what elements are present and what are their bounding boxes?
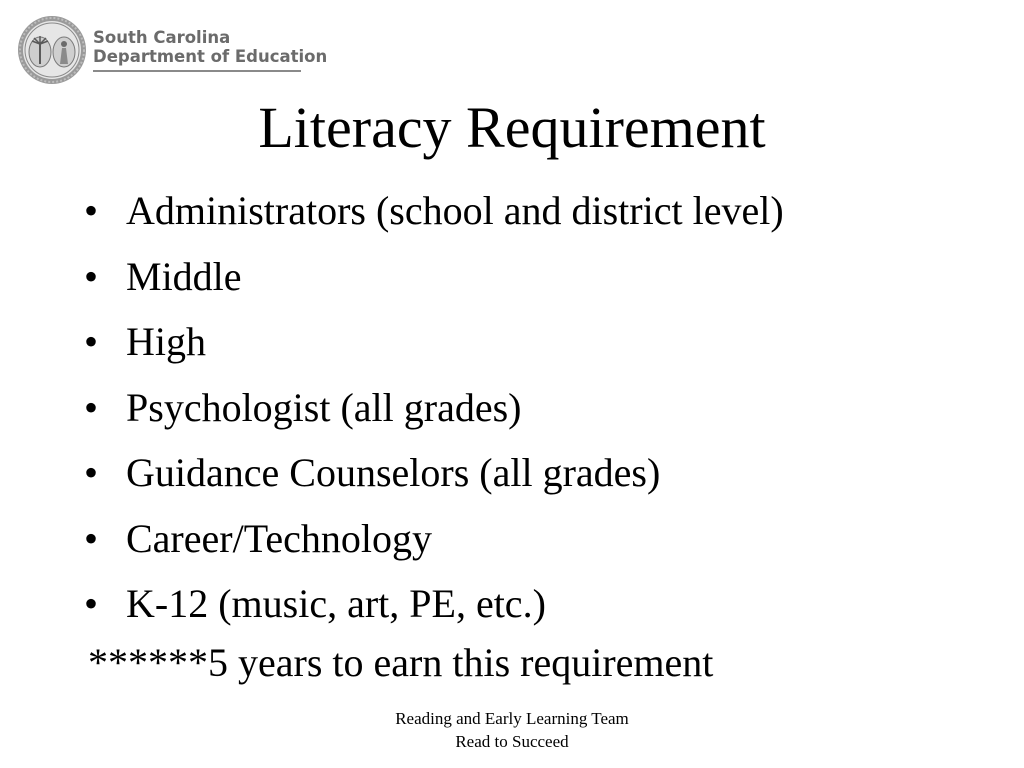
logo-underline <box>93 70 301 72</box>
bullet-text: Middle <box>126 253 242 299</box>
bullet-text: Guidance Counselors (all grades) <box>126 450 661 495</box>
bullet-text: Psychologist (all grades) <box>126 384 522 430</box>
requirement-note: ******5 years to earn this requirement <box>88 640 714 685</box>
logo-line-state: South Carolina <box>93 28 231 47</box>
bullet-item-psychologist <box>84 375 784 441</box>
bullet-item-middle <box>84 244 784 310</box>
sc-state-seal-icon <box>16 14 88 86</box>
footer-team-name: Reading and Early Learning Team <box>395 709 629 728</box>
bullet-item-k12 <box>84 571 784 637</box>
bullet-dot: • <box>84 253 99 299</box>
bullet-dot: • <box>84 319 99 364</box>
bullet-item-administrators <box>84 178 784 244</box>
bullet-dot: • <box>84 581 99 626</box>
bullet-item-high <box>84 309 784 375</box>
slide-footer <box>312 707 712 753</box>
logo-line-department: Department of Education <box>93 47 328 66</box>
bullet-dot: • <box>84 515 99 561</box>
bullet-text: Administrators (school and district level) <box>126 188 784 233</box>
bullet-dot: • <box>84 450 99 495</box>
bullet-text: Career/Technology <box>126 515 432 561</box>
slide-title: Literacy Requirement <box>258 95 766 160</box>
bullet-text: K-12 (music, art, PE, etc.) <box>126 581 546 626</box>
bullet-dot: • <box>84 188 99 233</box>
footer-program-name: Read to Succeed <box>455 732 569 751</box>
bullet-text: High <box>126 319 206 364</box>
logo-text <box>93 28 327 66</box>
bullet-list <box>84 178 784 637</box>
bullet-item-guidance-counselors <box>84 440 784 506</box>
bullet-dot: • <box>84 384 99 430</box>
bullet-item-career-technology <box>84 506 784 572</box>
sc-department-of-education-logo <box>16 14 328 86</box>
